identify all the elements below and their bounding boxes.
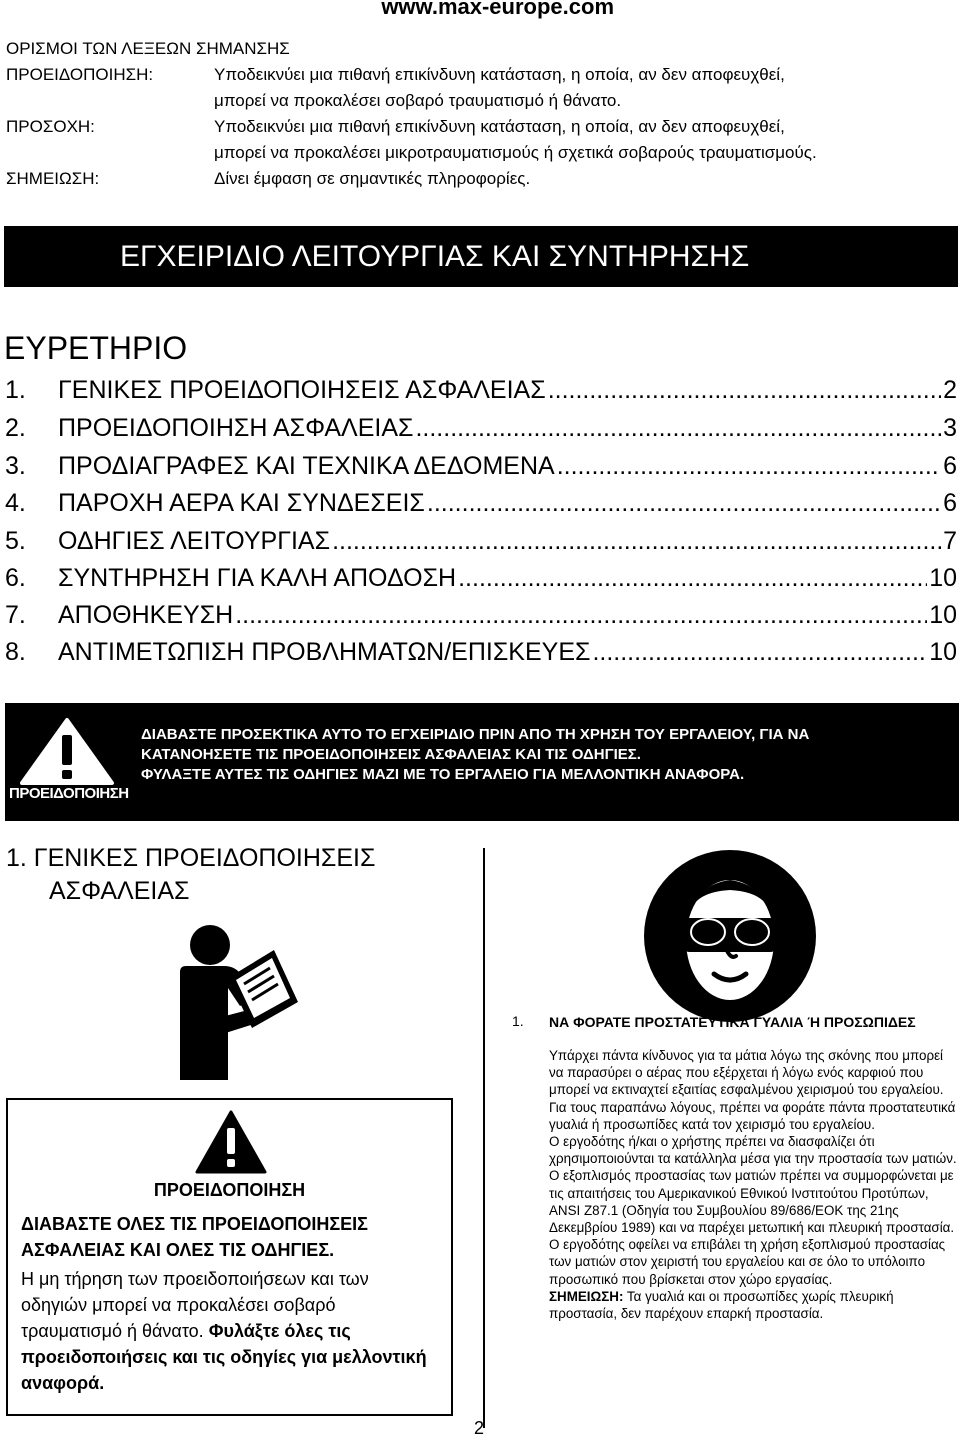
warning-box-body-bold: Φυλάξτε όλες τις προειδοποιήσεις και τις οδηγίες για μελλοντική αναφορά.: [21, 1321, 427, 1393]
item-paragraph: Ο εργοδότης οφείλει να επιβάλει τη χρήση εξοπλισμού προστασίας των ματιών στον χειριστή του εργαλείου και σε όλο το υπόλοιπο προσωπικό που βρίσκεται στον χώρο εργασίας.: [549, 1237, 946, 1287]
toc-item-page: 3: [943, 414, 957, 442]
warning-box-heading: ΠΡΟΕΙΔΟΠΟΙΗΣΗ: [153, 1180, 306, 1200]
toc-item[interactable]: [5, 489, 957, 523]
item-number: 1.: [512, 1013, 524, 1029]
definition-term-caution: ΠΡΟΣΟΧΗ:: [6, 117, 95, 136]
toc-leader-dots: [415, 414, 941, 443]
toc-item-number: 8.: [5, 638, 26, 666]
toc-item-label: ΠΡΟΔΙΑΓΡΑΦΕΣ ΚΑΙ ΤΕΧΝΙΚΑ ΔΕΔΟΜΕΝΑ: [58, 452, 555, 480]
toc-item-label: ΠΑΡΟΧΗ ΑΕΡΑ ΚΑΙ ΣΥΝΔΕΣΕΙΣ: [58, 489, 425, 517]
toc-leader-dots: [427, 489, 941, 518]
website-url: www.max-europe.com: [381, 0, 614, 19]
toc-title: ΕΥΡΕΤΗΡΙΟ: [4, 330, 188, 366]
toc-item-number: 6.: [5, 564, 26, 592]
item-body: [549, 1047, 959, 1322]
definition-line: Υποδεικνύει μια πιθανή επικίνδυνη κατάσταση, η οποία, αν δεν αποφευχθεί,: [214, 117, 785, 136]
warning-banner-text: [141, 725, 956, 785]
toc-item-page: 10: [929, 564, 957, 592]
definition-term-warning: ΠΡΟΕΙΔΟΠΟΙΗΣΗ:: [6, 65, 154, 84]
toc-item-label: ΓΕΝΙΚΕΣ ΠΡΟΕΙΔΟΠΟΙΗΣΕΙΣ ΑΣΦΑΛΕΙΑΣ: [58, 376, 546, 404]
item-note-text: Τα γυαλιά και οι προσωπίδες χωρίς πλευρική προστασία, δεν παρέχουν επαρκή προστασία.: [549, 1288, 894, 1322]
column-divider: [483, 848, 485, 1428]
warning-box-body: [21, 1266, 439, 1396]
definition-text-note: [214, 166, 954, 192]
warning-triangle-icon: [195, 1110, 267, 1174]
section-title: [6, 842, 375, 908]
item-paragraph: Ο εργοδότης ή/και ο χρήστης πρέπει να διασφαλίζει ότι χρησιμοποιούνται τα κατάλληλα μέσα για την προστασία των ματιών. Ο εξοπλισμός προστασίας των ματιών πρέπει να συμμορφώνεται με τις απαιτήσεις του Αμερικανικού Εθνικού Ινστιτούτου Προτύπων, ANSI Z87.1 (Οδηγία του Συμβουλίου 89/686/ΕΟΚ της 21ης Δεκεμβρίου 1989) και να παρέχει μετωπική και πλευρική προστασία.: [549, 1134, 957, 1236]
definitions-title: ΟΡΙΣΜΟΙ ΤΩΝ ΛΕΞΕΩΝ ΣΗΜΑΝΣΗΣ: [6, 39, 290, 58]
toc-item[interactable]: [5, 638, 957, 672]
toc-item-number: 3.: [5, 452, 26, 480]
definition-term-note: ΣΗΜΕΙΩΣΗ:: [6, 169, 100, 188]
definition-line: Δίνει έμφαση σε σημαντικές πληροφορίες.: [214, 169, 531, 188]
toc-item[interactable]: [5, 414, 957, 448]
toc-item-page: 10: [929, 638, 957, 666]
warning-line: ΚΑΤΑΝΟΗΣΕΤΕ ΤΙΣ ΠΡΟΕΙΔΟΠΟΙΗΣΕΙΣ ΑΣΦΑΛΕΙΑΣ ΚΑΙ ΤΙΣ ΟΔΗΓΙΕΣ.: [141, 746, 641, 763]
item-note: [549, 1288, 959, 1322]
toc-item-label: ΠΡΟΕΙΔΟΠΟΙΗΣΗ ΑΣΦΑΛΕΙΑΣ: [58, 414, 414, 442]
section-title-line: 1. ΓΕΝΙΚΕΣ ΠΡΟΕΙΔΟΠΟΙΗΣΕΙΣ: [6, 844, 376, 872]
toc-leader-dots: [557, 452, 941, 481]
definition-line: Υποδεικνύει μια πιθανή επικίνδυνη κατάσταση, η οποία, αν δεν αποφευχθεί,: [214, 65, 785, 84]
definition-text-caution: [214, 114, 954, 166]
toc-item-number: 7.: [5, 601, 26, 629]
toc-item[interactable]: [5, 376, 957, 410]
warning-banner: [5, 703, 959, 821]
toc-leader-dots: [458, 564, 927, 593]
toc-item-label: ΑΝΤΙΜΕΤΩΠΙΣΗ ΠΡΟΒΛΗΜΑΤΩΝ/ΕΠΙΣΚΕΥΕΣ: [58, 638, 591, 666]
toc-item[interactable]: [5, 527, 957, 561]
toc-item-label: ΟΔΗΓΙΕΣ ΛΕΙΤΟΥΡΓΙΑΣ: [58, 527, 331, 555]
safety-warning-box: [6, 1098, 453, 1416]
toc-leader-dots: [592, 638, 927, 667]
toc-item-page: 6: [943, 452, 957, 480]
toc-item-number: 5.: [5, 527, 26, 555]
toc-item-number: 4.: [5, 489, 26, 517]
manual-title-banner: ΕΓΧΕΙΡΙΔΙΟ ΛΕΙΤΟΥΡΓΙΑΣ ΚΑΙ ΣΥΝΤΗΡΗΣΗΣ: [4, 226, 958, 287]
page-number: 2: [474, 1418, 485, 1438]
section-title-line: ΑΣΦΑΛΕΙΑΣ: [49, 877, 190, 905]
warning-box-body-text: Η μη τήρηση των προειδοποιήσεων και των οδηγιών μπορεί να προκαλέσει σοβαρό τραυματισμό ή θάνατο.: [21, 1269, 369, 1341]
toc-item-page: 7: [943, 527, 957, 555]
item-note-label: ΣΗΜΕΙΩΣΗ:: [549, 1288, 624, 1304]
safety-glasses-icon: [640, 846, 820, 1026]
warning-line: ΦΥΛΑΞΤΕ ΑΥΤΕΣ ΤΙΣ ΟΔΗΓΙΕΣ ΜΑΖΙ ΜΕ ΤΟ ΕΡΓΑΛΕΙΟ ΓΙΑ ΜΕΛΛΟΝΤΙΚΗ ΑΝΑΦΟΡΑ.: [141, 766, 745, 783]
read-manual-icon: [150, 920, 310, 1080]
warning-label: ΠΡΟΕΙΔΟΠΟΙΗΣΗ: [9, 785, 129, 802]
toc-leader-dots: [332, 527, 941, 556]
warning-box-bold-text: ΔΙΑΒΑΣΤΕ ΟΛΕΣ ΤΙΣ ΠΡΟΕΙΔΟΠΟΙΗΣΕΙΣ ΑΣΦΑΛΕΙΑΣ ΚΑΙ ΟΛΕΣ ΤΙΣ ΟΔΗΓΙΕΣ.: [21, 1214, 368, 1260]
toc-item-number: 1.: [5, 376, 26, 404]
warning-line: ΔΙΑΒΑΣΤΕ ΠΡΟΣΕΚΤΙΚΑ ΑΥΤΟ ΤΟ ΕΓΧΕΙΡΙΔΙΟ ΠΡΙΝ ΑΠΟ ΤΗ ΧΡΗΣΗ ΤΟΥ ΕΡΓΑΛΕΙΟΥ, ΓΙΑ ΝΑ: [141, 726, 810, 743]
toc-item[interactable]: [5, 452, 957, 486]
item-paragraph: Υπάρχει πάντα κίνδυνος για τα μάτια λόγω της σκόνης που μπορεί να παρασύρει ο αέρας που εξέρχεται ή λόγω ενός καρφιού που μπορεί να εκτιναχτεί εξαιτίας εσφαλμένου χειρισμού του εργαλείου. Για τους παραπάνω λόγους, πρέπει να φοράτε πάντα προστατευτικά γυαλιά ή προσωπίδες κατά τον χειρισμό του εργαλείου.: [549, 1048, 956, 1132]
item-title: ΝΑ ΦΟΡΑΤΕ ΠΡΟΣΤΑΤΕΥΤΙΚΑ ΓΥΑΛΙΑ Ή ΠΡΟΣΩΠΙΔΕΣ: [549, 1014, 916, 1030]
toc-item-page: 10: [929, 601, 957, 629]
definition-line: μπορεί να προκαλέσει μικροτραυματισμούς ή σχετικά σοβαρούς τραυματισμούς.: [214, 143, 817, 162]
toc-item-page: 6: [943, 489, 957, 517]
toc-item-label: ΑΠΟΘΗΚΕΥΣΗ: [58, 601, 234, 629]
toc-item-label: ΣΥΝΤΗΡΗΣΗ ΓΙΑ ΚΑΛΗ ΑΠΟΔΟΣΗ: [58, 564, 457, 592]
definition-line: μπορεί να προκαλέσει σοβαρό τραυματισμό ή θάνατο.: [214, 91, 622, 110]
toc-item-page: 2: [943, 376, 957, 404]
toc-leader-dots: [235, 601, 927, 630]
toc-item-number: 2.: [5, 414, 26, 442]
toc-item[interactable]: [5, 564, 957, 598]
toc-leader-dots: [548, 376, 941, 405]
definition-text-warning: [214, 62, 954, 114]
toc-item[interactable]: [5, 601, 957, 635]
warning-triangle-icon: [17, 717, 117, 787]
